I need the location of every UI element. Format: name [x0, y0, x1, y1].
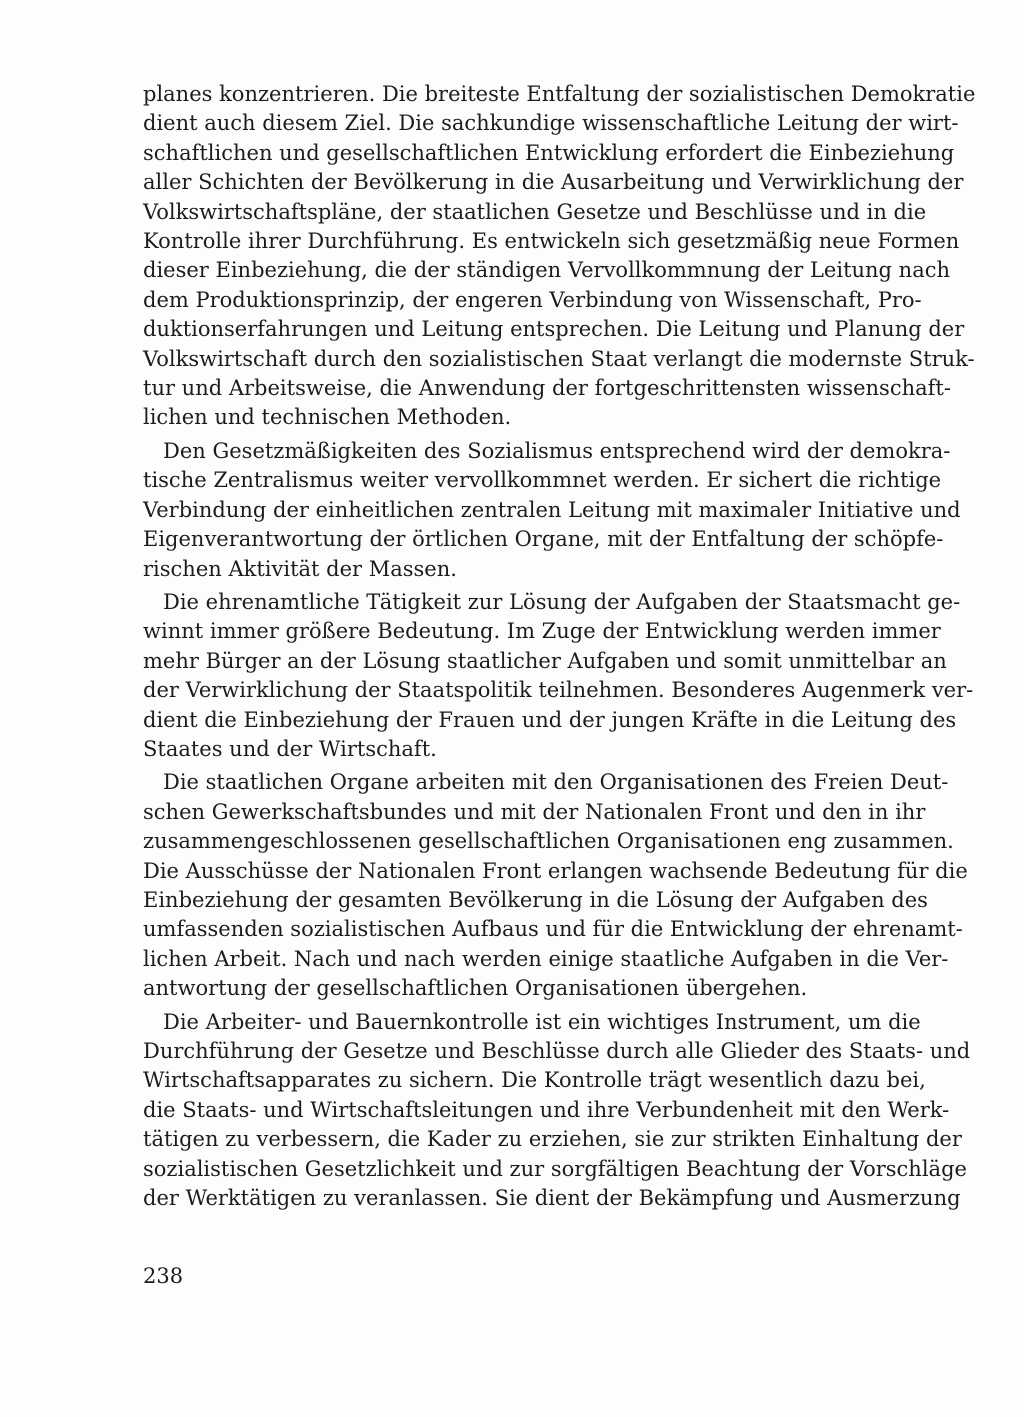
text-line: Die Ausschüsse der Nationalen Front erlangen wachsende Bedeutung für die [143, 858, 968, 883]
text-line: lichen Arbeit. Nach und nach werden einige staatliche Aufgaben in die Ver- [143, 946, 949, 971]
text-line: tische Zentralismus weiter vervollkommnet werden. Er sichert die richtige [143, 468, 942, 493]
text-line: die Staats- und Wirtschaftsleitungen und ihre Verbundenheit mit den Werk- [143, 1097, 950, 1122]
paragraph [143, 768, 968, 1003]
text-line: aller Schichten der Bevölkerung in die Ausarbeitung und Verwirklichung der [143, 170, 964, 195]
text-line: lichen und technischen Methoden. [143, 405, 512, 430]
page-number: 238 [143, 1264, 184, 1288]
text-line: Wirtschaftsapparates zu sichern. Die Kontrolle trägt wesentlich dazu bei, [143, 1068, 926, 1093]
text-line: dient auch diesem Ziel. Die sachkundige wissenschaftliche Leitung der wirt- [143, 111, 959, 136]
text-line: mehr Bürger an der Lösung staatlicher Aufgaben und somit unmittelbar an [143, 648, 947, 673]
text-line: dem Produktionsprinzip, der engeren Verbindung von Wissenschaft, Pro- [143, 287, 922, 312]
text-line: rischen Aktivität der Massen. [143, 556, 457, 581]
text-line: Die staatlichen Organe arbeiten mit den Organisationen des Freien Deut- [163, 770, 949, 795]
paragraph [143, 588, 974, 764]
text-line: tätigen zu verbessern, die Kader zu erziehen, sie zur strikten Einhaltung der [143, 1127, 962, 1152]
text-line: Einbeziehung der gesamten Bevölkerung in die Lösung der Aufgaben des [143, 887, 928, 912]
text-line: dient die Einbeziehung der Frauen und der jungen Kräfte in die Leitung des [143, 707, 957, 732]
paragraph [143, 437, 961, 584]
text-line: planes konzentrieren. Die breiteste Entfaltung der sozialistischen Demokratie [143, 82, 976, 106]
paragraph [143, 1008, 971, 1214]
text-line: der Verwirklichung der Staatspolitik teilnehmen. Besonderes Augenmerk ver- [143, 678, 974, 703]
text-line: Volkswirtschaftspläne, der staatlichen Gesetze und Beschlüsse und in die [143, 199, 927, 224]
text-line: Verbindung der einheitlichen zentralen Leitung mit maximaler Initiative und [143, 497, 961, 522]
text-line: Den Gesetzmäßigkeiten des Sozialismus entsprechend wird der demokra- [163, 438, 951, 463]
text-line: Kontrolle ihrer Durchführung. Es entwickeln sich gesetzmäßig neue Formen [143, 229, 960, 254]
text-line: Volkswirtschaft durch den sozialistischen Staat verlangt die modernste Struk- [143, 346, 975, 371]
text-line: tur und Arbeitsweise, die Anwendung der fortgeschrittensten wissenschaft- [143, 376, 951, 401]
text-line: zusammengeschlossenen gesellschaftlichen Organisationen eng zusammen. [143, 829, 954, 854]
text-line: schen Gewerkschaftsbundes und mit der Nationalen Front und den in ihr [143, 799, 926, 824]
text-line: winnt immer größere Bedeutung. Im Zuge der Entwicklung werden immer [143, 619, 941, 644]
text-line: der Werktätigen zu veranlassen. Sie dient der Bekämpfung und Ausmerzung [143, 1186, 961, 1211]
text-line: sozialistischen Gesetzlichkeit und zur sorgfältigen Beachtung der Vorschläge [143, 1156, 967, 1181]
text-line: duktionserfahrungen und Leitung entsprechen. Die Leitung und Planung der [143, 317, 965, 342]
text-line: dieser Einbeziehung, die der ständigen Vervollkommnung der Leitung nach [143, 258, 951, 283]
text-line: antwortung der gesellschaftlichen Organisationen übergehen. [143, 976, 808, 1001]
text-line: Die Arbeiter- und Bauernkontrolle ist ein wichtiges Instrument, um die [163, 1009, 921, 1034]
text-line: Staates und der Wirtschaft. [143, 736, 437, 761]
text-line: Durchführung der Gesetze und Beschlüsse durch alle Glieder des Staats- und [143, 1039, 971, 1063]
body-text [143, 80, 976, 1217]
paragraph [143, 80, 976, 433]
text-line: Eigenverantwortung der örtlichen Organe, mit der Entfaltung der schöpfe- [143, 527, 944, 552]
text-line: umfassenden sozialistischen Aufbaus und für die Entwicklung der ehrenamt- [143, 917, 963, 942]
text-line: Die ehrenamtliche Tätigkeit zur Lösung der Aufgaben der Staatsmacht ge- [163, 589, 961, 614]
text-line: schaftlichen und gesellschaftlichen Entwicklung erfordert die Einbeziehung [143, 140, 955, 165]
